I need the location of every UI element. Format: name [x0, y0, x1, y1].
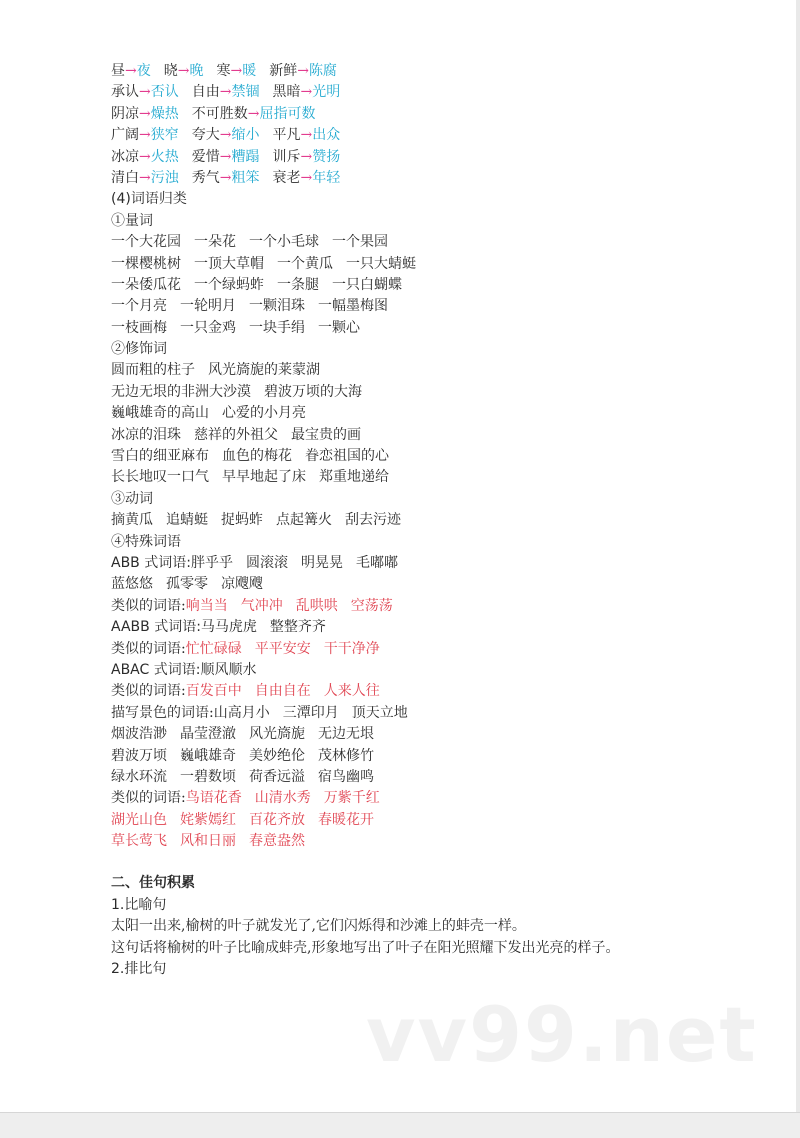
- antonym-word: 清白: [111, 169, 139, 186]
- word: 美妙绝伦: [249, 747, 305, 764]
- arrow-icon: →: [139, 84, 151, 101]
- word: 绿水环流: [111, 768, 167, 785]
- special-row: [111, 703, 771, 724]
- antonym-word: 衰老: [272, 169, 301, 186]
- word: 明晃晃: [300, 554, 343, 571]
- special-row: [111, 574, 771, 595]
- antonym-pair: [192, 147, 260, 168]
- word: 风和日丽: [180, 833, 236, 850]
- word: 干干净净: [323, 640, 380, 657]
- word: 血色的梅花: [222, 448, 292, 465]
- word: 一朵倭瓜花: [111, 276, 181, 293]
- word: 风光旖旎的莱蒙湖: [208, 362, 320, 379]
- antonym-answer: 否认: [150, 84, 179, 101]
- antonym-pair: [111, 104, 179, 125]
- word: 山高月小: [213, 704, 270, 721]
- antonym-answer: 燥热: [150, 105, 179, 122]
- modifier-row: [111, 446, 771, 467]
- word: 眷恋祖国的心: [305, 448, 389, 465]
- word: 一朵花: [194, 234, 236, 251]
- arrow-icon: →: [300, 84, 313, 101]
- antonym-word: 不可胜数: [191, 105, 248, 122]
- arrow-icon: →: [300, 148, 313, 165]
- antonym-word: 爱惜: [191, 148, 220, 165]
- antonym-answer: 夜: [136, 63, 151, 79]
- modifier-row: [111, 467, 771, 488]
- antonym-row: [111, 82, 771, 103]
- antonym-word: 自由: [191, 84, 220, 101]
- word: 一枝画梅: [111, 319, 167, 336]
- word: 冰凉的泪珠: [111, 426, 181, 443]
- word: 一顶大草帽: [194, 255, 264, 272]
- measure-row: [111, 232, 771, 253]
- antonym-answer: 年轻: [312, 169, 341, 186]
- antonym-pair: [111, 61, 151, 82]
- special-row: [111, 553, 771, 574]
- arrow-icon: →: [230, 63, 243, 79]
- modifier-row: [111, 403, 771, 424]
- metaphor-text: 太阳一出来,榆树的叶子就发光了,它们闪烁得和沙滩上的蚌壳一样。: [111, 918, 526, 935]
- modifier-row: [111, 382, 771, 403]
- arrow-icon: →: [219, 148, 232, 165]
- word: 平平安安: [254, 640, 311, 657]
- word: 湖光山色: [111, 811, 167, 828]
- word: 一颗心: [318, 319, 360, 336]
- word: 一个小毛球: [249, 234, 319, 251]
- measure-row: [111, 275, 771, 296]
- arrow-icon: →: [219, 127, 232, 144]
- word: 三潭印月: [282, 704, 339, 721]
- antonym-pair: [111, 147, 179, 168]
- special-row: [111, 746, 771, 767]
- word: 顺风顺水: [200, 661, 257, 678]
- verb-heading: ③动词: [111, 490, 153, 507]
- antonym-word: 昼: [111, 63, 125, 79]
- word: 一棵樱桃树: [111, 255, 181, 272]
- word: 胖乎乎: [190, 554, 233, 571]
- antonym-pair: [272, 147, 340, 168]
- antonym-word: 秀气: [191, 169, 220, 186]
- word: 春暖花开: [318, 811, 374, 828]
- verb-row: [111, 510, 771, 531]
- arrow-icon: →: [139, 127, 151, 144]
- special-label: ABB 式词语:: [111, 554, 191, 571]
- word: 碧波万顷的大海: [264, 383, 362, 400]
- word: 春意盎然: [249, 833, 305, 850]
- antonym-row: [111, 168, 771, 189]
- parallel-heading: 2.排比句: [111, 961, 167, 978]
- antonym-row: [111, 147, 771, 168]
- word: 早早地起了床: [222, 469, 306, 486]
- antonym-pair: [269, 61, 337, 82]
- antonym-word: 广阔: [111, 127, 139, 144]
- word: 马马虎虎: [200, 619, 257, 636]
- antonym-answer: 出众: [312, 127, 341, 144]
- arrow-icon: →: [300, 169, 313, 186]
- special-row: [111, 639, 771, 660]
- word: 郑重地递给: [319, 469, 389, 486]
- word: 宿鸟幽鸣: [318, 768, 374, 785]
- antonym-answer: 缩小: [231, 127, 260, 144]
- word: 荷香远溢: [249, 768, 305, 785]
- antonym-pair: [272, 168, 340, 189]
- modifier-words: [111, 360, 771, 488]
- special-row: [111, 831, 771, 852]
- word: 蓝悠悠: [111, 576, 153, 593]
- antonym-answer: 暖: [242, 63, 257, 79]
- word: 姹紫嫣红: [180, 811, 236, 828]
- word: 摘黄瓜: [111, 512, 153, 529]
- antonym-pair: [272, 125, 340, 146]
- antonym-answer: 陈腐: [308, 63, 337, 79]
- antonym-answer: 火热: [150, 148, 179, 165]
- word: 风光旖旎: [249, 726, 305, 743]
- word: 追蜻蜓: [166, 512, 208, 529]
- antonym-pair: [192, 168, 260, 189]
- arrow-icon: →: [125, 63, 137, 79]
- word: 圆滚滚: [245, 554, 288, 571]
- antonym-answer: 屈指可数: [259, 105, 316, 122]
- special-row: [111, 681, 771, 702]
- antonym-word: 晓: [163, 63, 178, 79]
- word: 一幅墨梅图: [318, 298, 388, 315]
- word: 空荡荡: [350, 597, 393, 614]
- special-row: [111, 724, 771, 745]
- special-row: [111, 596, 771, 617]
- antonym-answer: 糟蹋: [231, 148, 260, 165]
- word: 顶天立地: [351, 704, 408, 721]
- word: 百花齐放: [249, 811, 305, 828]
- special-label: 类似的词语:: [111, 597, 186, 614]
- antonym-row: [111, 125, 771, 146]
- metaphor-heading: 1.比喻句: [111, 896, 167, 913]
- antonym-pair: [111, 125, 179, 146]
- sentences-section: [111, 873, 771, 980]
- modifier-heading: ②修饰词: [111, 341, 167, 358]
- word: 山清水秀: [254, 790, 311, 807]
- word: 百发百中: [185, 683, 242, 700]
- word: 圆而粗的柱子: [111, 362, 195, 379]
- antonym-pair: [192, 125, 260, 146]
- metaphor-note: 这句话将榆树的叶子比喻成蚌壳,形象地写出了叶子在阳光照耀下发出光亮的样子。: [111, 939, 620, 956]
- word: 忙忙碌碌: [185, 640, 242, 657]
- measure-row: [111, 254, 771, 275]
- antonym-word: 夸大: [191, 127, 220, 144]
- document-content: [111, 61, 771, 980]
- word: 气冲冲: [240, 597, 283, 614]
- arrow-icon: →: [139, 105, 151, 122]
- classify-heading: (4)词语归类: [111, 191, 187, 208]
- antonym-pair: [164, 61, 204, 82]
- antonym-word: 寒: [216, 63, 231, 79]
- word: 一个黄瓜: [277, 255, 333, 272]
- antonym-answer: 晚: [189, 63, 204, 79]
- word: 毛嘟嘟: [355, 554, 398, 571]
- word: 茂林修竹: [318, 747, 374, 764]
- word: 整整齐齐: [269, 619, 326, 636]
- word: 碧波万顷: [111, 747, 167, 764]
- arrow-icon: →: [219, 169, 232, 186]
- special-row: [111, 810, 771, 831]
- arrow-icon: →: [247, 105, 260, 122]
- antonym-answer: 光明: [312, 84, 341, 101]
- antonym-word: 黑暗: [272, 84, 301, 101]
- word: 无边无垠: [318, 726, 374, 743]
- special-row: [111, 767, 771, 788]
- special-row: [111, 660, 771, 681]
- arrow-icon: →: [300, 127, 313, 144]
- word: 乱哄哄: [295, 597, 338, 614]
- arrow-icon: →: [297, 63, 309, 79]
- special-label: 类似的词语:: [111, 640, 186, 657]
- arrow-icon: →: [139, 148, 151, 165]
- word: 鸟语花香: [185, 790, 242, 807]
- word: 草长莺飞: [111, 833, 167, 850]
- word: 一碧数顷: [180, 768, 236, 785]
- word: 一颗泪珠: [249, 298, 305, 315]
- antonym-row: [111, 104, 771, 125]
- word: 人来人往: [323, 683, 380, 700]
- antonym-word: 阴凉: [111, 105, 139, 122]
- measure-heading: ①量词: [111, 212, 153, 229]
- antonym-pair: [111, 82, 179, 103]
- word: 一只白蝴蝶: [332, 276, 402, 293]
- special-heading: ④特殊词语: [111, 533, 181, 550]
- measure-words: [111, 232, 771, 339]
- modifier-row: [111, 425, 771, 446]
- antonym-row: [111, 61, 771, 82]
- measure-row: [111, 296, 771, 317]
- special-label: 类似的词语:: [111, 683, 186, 700]
- word: 一个月亮: [111, 298, 167, 315]
- word: 巍峨雄奇: [180, 747, 236, 764]
- arrow-icon: →: [177, 63, 190, 79]
- word: 自由自在: [254, 683, 311, 700]
- special-label: ABAC 式词语:: [111, 661, 201, 678]
- special-row: [111, 788, 771, 809]
- word: 无边无垠的非洲大沙漠: [111, 383, 251, 400]
- antonym-pair: [192, 82, 260, 103]
- word: 一只大蜻蜓: [346, 255, 416, 272]
- antonym-answer: 禁锢: [231, 84, 260, 101]
- arrow-icon: →: [219, 84, 232, 101]
- antonym-answer: 污浊: [150, 169, 179, 186]
- antonym-answer: 粗笨: [231, 169, 260, 186]
- word: 凉飕飕: [221, 576, 263, 593]
- word: 巍峨雄奇的高山: [111, 405, 209, 422]
- watermark: vv99.net: [366, 990, 758, 1079]
- word: 最宝贵的画: [291, 426, 361, 443]
- antonym-word: 新鲜: [269, 63, 298, 79]
- antonym-answer: 狭窄: [150, 127, 179, 144]
- word: 捉蚂蚱: [221, 512, 263, 529]
- antonym-answer: 赞扬: [312, 148, 341, 165]
- special-label: AABB 式词语:: [111, 619, 201, 636]
- antonym-pair: [111, 168, 179, 189]
- word: 雪白的细亚麻布: [111, 448, 209, 465]
- page-edge: [796, 0, 800, 1112]
- word: 慈祥的外祖父: [194, 426, 278, 443]
- sentences-heading: 二、佳句积累: [111, 875, 195, 892]
- special-row: [111, 617, 771, 638]
- word: 长长地叹一口气: [111, 469, 209, 486]
- word: 晶莹澄澈: [180, 726, 236, 743]
- antonym-word: 平凡: [272, 127, 301, 144]
- word: 点起篝火: [276, 512, 332, 529]
- word: 响当当: [185, 597, 228, 614]
- word: 烟波浩渺: [111, 726, 167, 743]
- word: 一个绿蚂蚱: [194, 276, 264, 293]
- special-label: 类似的词语:: [111, 790, 186, 807]
- antonym-pair: [272, 82, 340, 103]
- antonym-pair: [192, 104, 316, 125]
- word: 一条腿: [277, 276, 319, 293]
- measure-row: [111, 318, 771, 339]
- viewer-bottom-strip: [0, 1112, 800, 1138]
- arrow-icon: →: [139, 169, 151, 186]
- special-words: [111, 553, 771, 852]
- antonym-word: 冰凉: [111, 148, 139, 165]
- word: 一只金鸡: [180, 319, 236, 336]
- antonym-word: 训斥: [272, 148, 301, 165]
- word: 万紫千红: [323, 790, 380, 807]
- modifier-row: [111, 360, 771, 381]
- word: 孤零零: [166, 576, 208, 593]
- word: 一个果园: [332, 234, 388, 251]
- word: 心爱的小月亮: [222, 405, 306, 422]
- special-label: 描写景色的词语:: [111, 704, 214, 721]
- antonym-pair: [216, 61, 256, 82]
- word: 一块手绢: [249, 319, 305, 336]
- word: 一轮明月: [180, 298, 236, 315]
- verb-words: [111, 510, 771, 531]
- word: 一个大花园: [111, 234, 181, 251]
- antonym-word: 承认: [111, 84, 139, 101]
- word: 刮去污迹: [345, 512, 401, 529]
- antonym-section: [111, 61, 771, 189]
